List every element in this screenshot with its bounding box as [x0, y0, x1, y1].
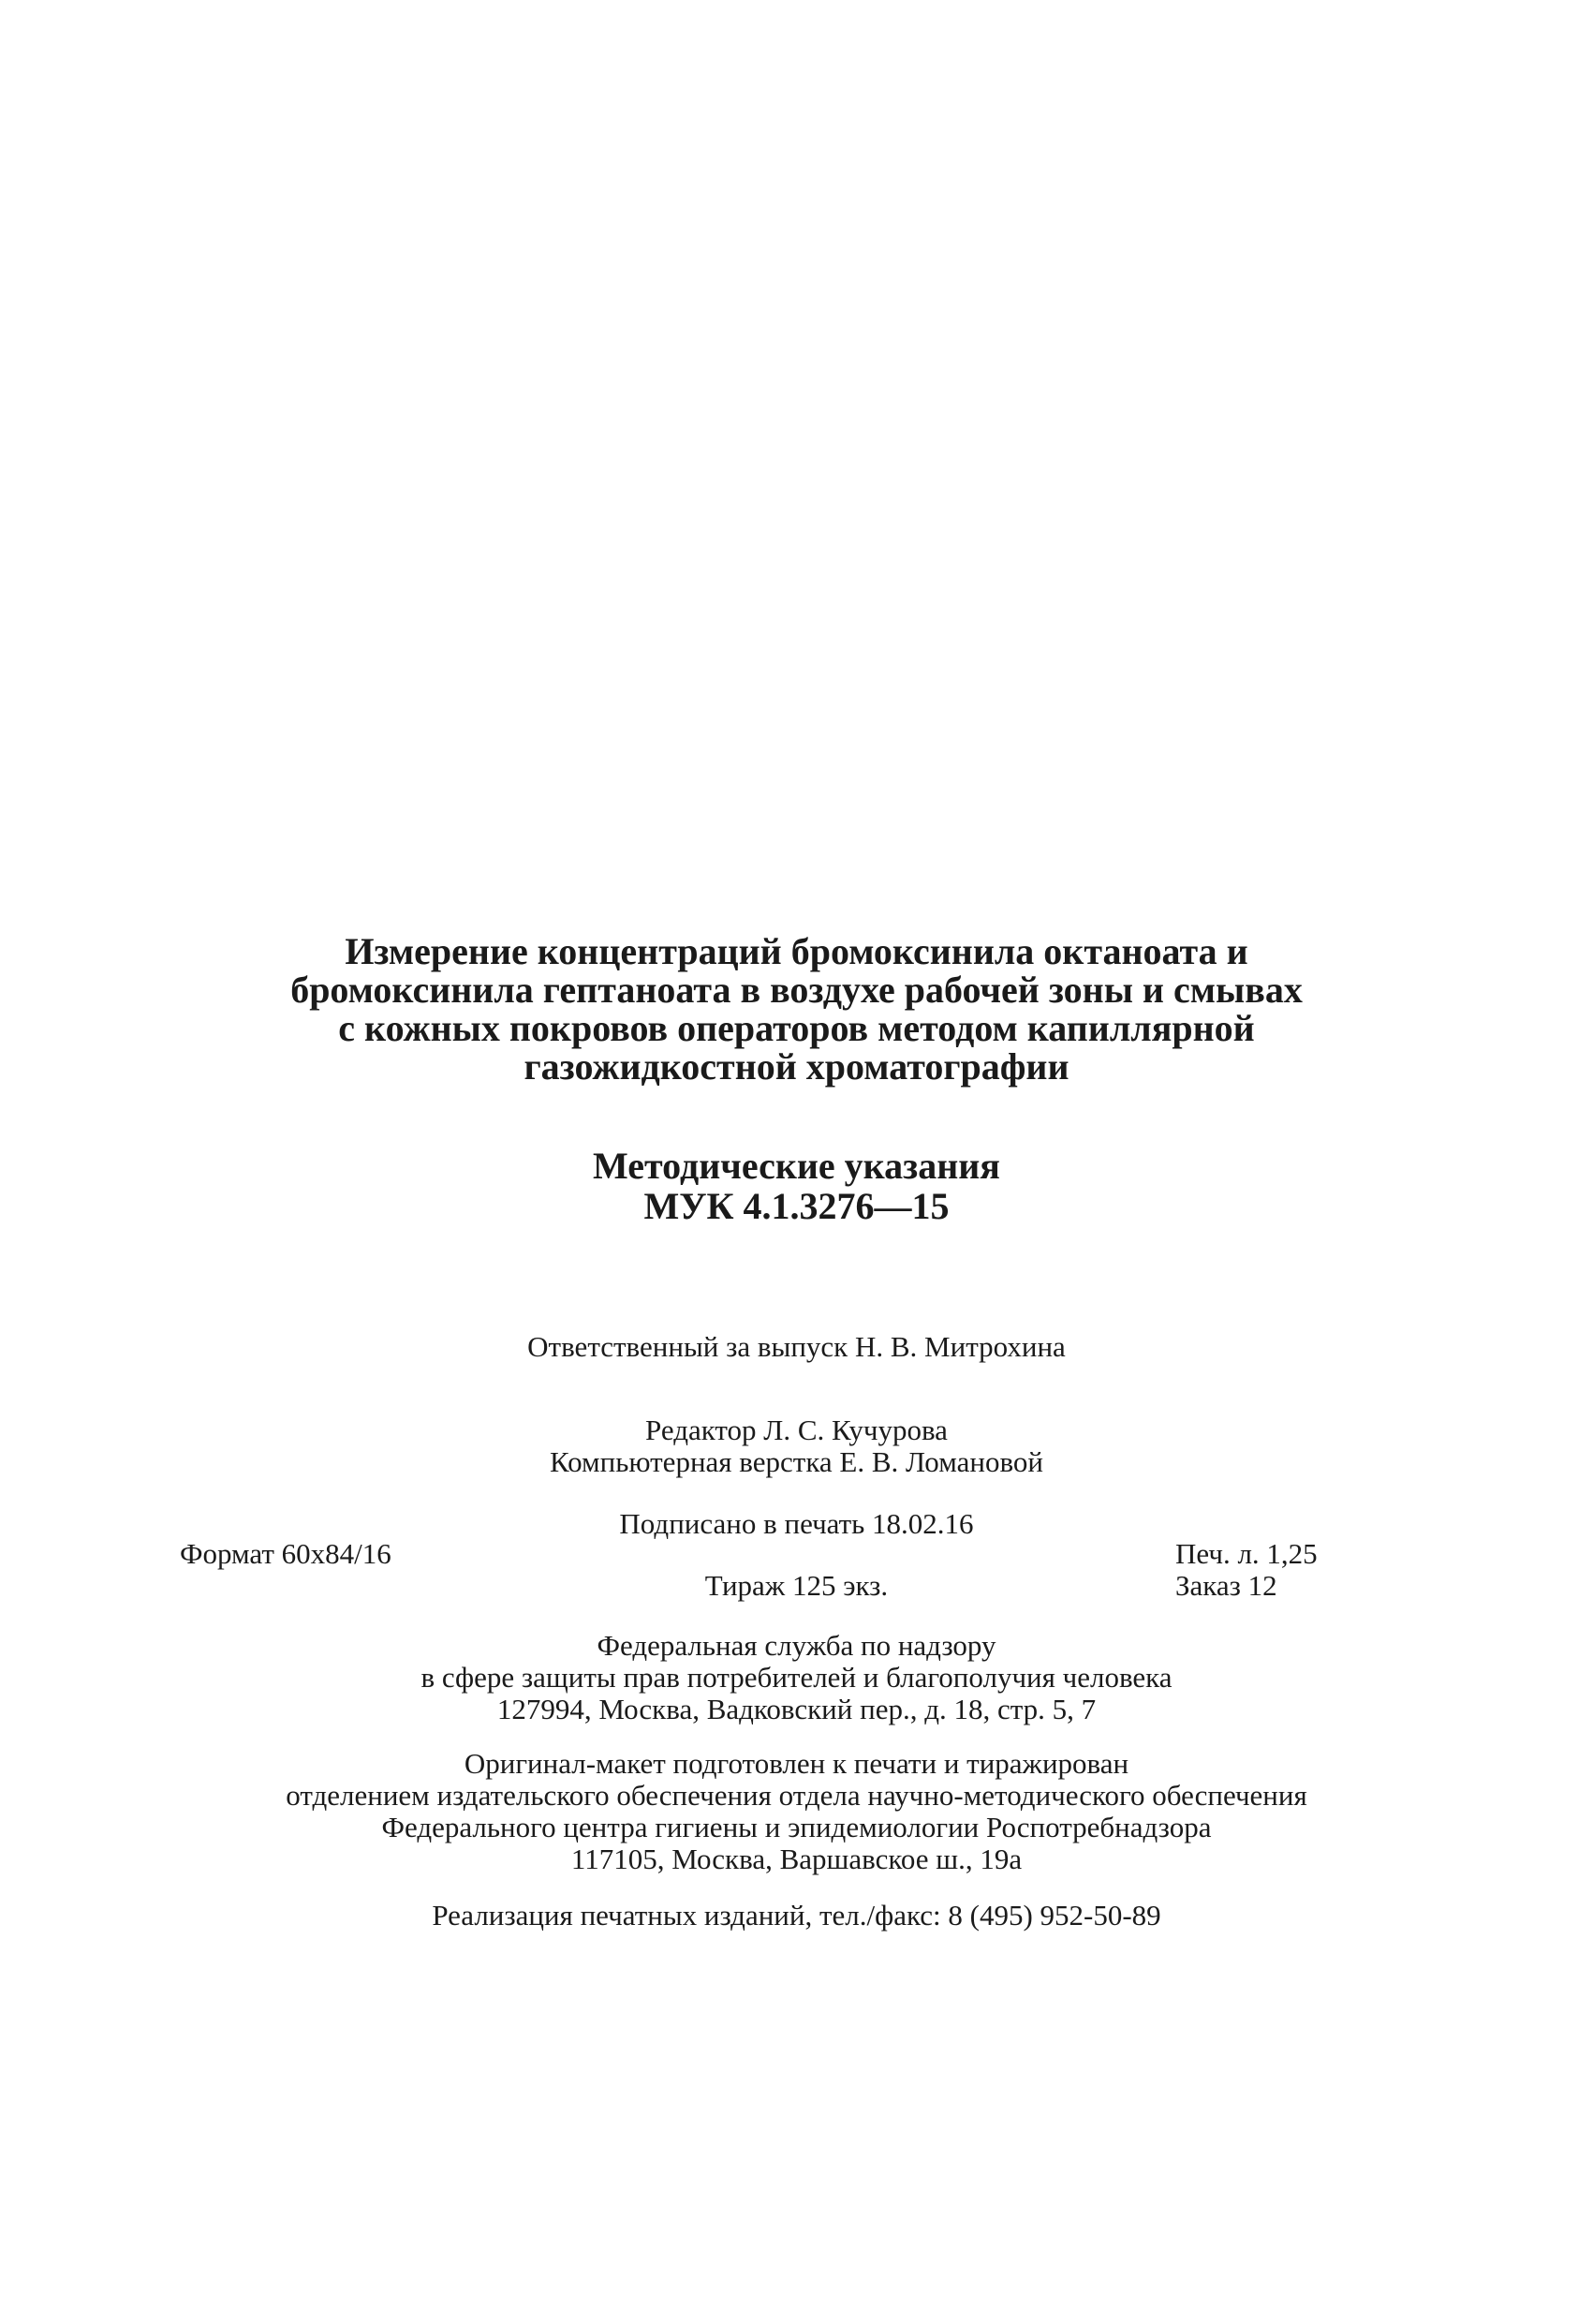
title-line-4: газожидкостной хроматографии — [524, 1045, 1069, 1088]
title-line-1: Измерение концентраций бромоксинила октаноата и — [345, 930, 1248, 972]
title-line-3: с кожных покровов операторов методом капиллярной — [338, 1007, 1255, 1049]
document-number: МУК 4.1.3276—15 — [643, 1185, 950, 1227]
title-line-2: бромоксинила гептаноата в воздухе рабочей зоны и смывах — [290, 969, 1303, 1011]
document-subtitle — [187, 1146, 1406, 1226]
publisher-line-3: 127994, Москва, Вадковский пер., д. 18, стр. 5, 7 — [496, 1693, 1097, 1725]
sales-line: Реализация печатных изданий, тел./факс: 8 (495) 952-50-89 — [432, 1899, 1161, 1932]
sheets-label: Печ. л. 1,25 — [1175, 1537, 1318, 1570]
document-type: Методические указания — [593, 1145, 1000, 1187]
publisher-line-1: Федеральная служба по надзору — [597, 1629, 996, 1662]
editor-line: Редактор Л. С. Кучурова — [645, 1414, 948, 1446]
printer-line-3: Федерального центра гигиены и эпидемиологии Роспотребнадзора — [381, 1811, 1212, 1843]
format-label: Формат 60х84/16 — [180, 1537, 391, 1570]
publisher-block — [0, 1630, 1593, 1725]
printer-line-1: Оригинал-макет подготовлен к печати и тиражирован — [464, 1747, 1129, 1780]
signed-line: Подписано в печать 18.02.16 — [619, 1507, 974, 1540]
layout-line: Компьютерная верстка Е. В. Ломановой — [550, 1445, 1043, 1478]
printer-line-2: отделением издательского обеспечения отдела научно-методического обеспечения — [286, 1779, 1307, 1812]
printer-line-4: 117105, Москва, Варшавское ш., 19а — [570, 1843, 1023, 1875]
document-title — [187, 932, 1406, 1086]
responsible-line: Ответственный за выпуск Н. В. Митрохина — [527, 1330, 1066, 1363]
publisher-line-2: в сфере защиты прав потребителей и благополучия человека — [420, 1661, 1173, 1694]
order-label: Заказ 12 — [1175, 1569, 1277, 1602]
printer-block — [0, 1748, 1593, 1875]
print-run-label: Тираж 125 экз. — [704, 1569, 889, 1602]
